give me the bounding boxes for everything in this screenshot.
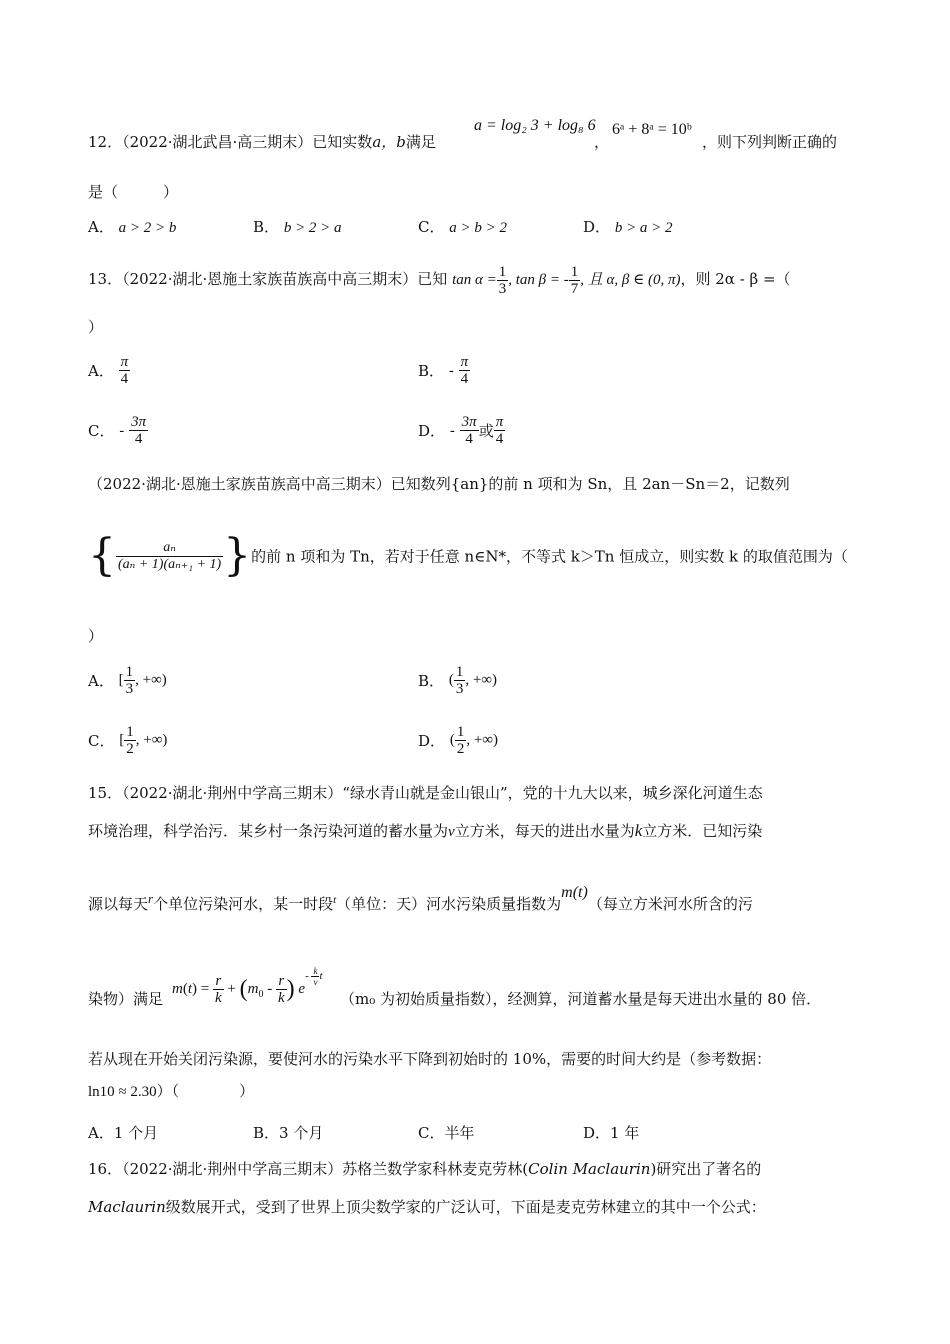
q12-formula-b: 6ᵃ + 8ᵃ = 10ᵇ <box>612 121 692 138</box>
q14-stem-line3: ） <box>88 627 104 645</box>
q16-stem-line1: 16．（2022·湖北·荆州中学高三期末）苏格兰数学家科林麦克劳林(Colin Maclaurin)研究出了著名的 <box>88 1160 762 1178</box>
q15-stem-line1: 15．（2022·湖北·荆州中学高三期末）“绿水青山就是金山银山”，党的十九大以来，城乡深化河道生态 <box>88 784 763 802</box>
q13-option-a[interactable]: A． $\frac{\pi}{4}$ <box>88 354 129 387</box>
q15-stem-line5: 若从现在开始关闭污染源，要使河水的污染水平下降到初始时的 10%，需要的时间大约是（参考数据： <box>88 1050 772 1068</box>
q12-stem-line1: 12．（2022·湖北武昌·高三期末）已知实数a，b满足 <box>88 133 436 151</box>
q15-stem-line3: 源以每天r个单位污染河水，某一时段$^t$（单位：天）河水污染质量指数为m(t)（每立方米河水所含的污 <box>88 884 753 913</box>
q15-formula: m(t) = $\frac{r}{k}$ + ($m_0$ - $\frac{r}{k}$ ) $e^{- \frac{k}{v} t}$ <box>172 966 323 1007</box>
q15-option-d[interactable]: D．1 年 <box>583 1124 640 1142</box>
q14-option-a[interactable]: A． [ $\frac{1}{3}$ , +∞) <box>88 664 167 697</box>
q13-stem-line1: 13．（2022·湖北·恩施土家族苗族高中高三期末）已知 tan α = $\frac{1}{3}$ , tan β = - $\frac{1}{7}$ , 且 α, β ∈ (0, π)，则 2α - β =（ <box>88 263 791 297</box>
q13-option-c[interactable]: C． - $\frac{3\pi}{4}$ <box>88 414 147 447</box>
q12-option-b[interactable]: B． b > 2 > a <box>253 218 342 236</box>
q15-stem-line4b: （m₀ 为初始质量指数），经测算，河道蓄水量是每天进出水量的 80 倍． <box>340 990 822 1008</box>
q13-stem-line2: ） <box>88 318 104 336</box>
q14-option-c[interactable]: C． [ $\frac{1}{2}$ , +∞) <box>88 724 168 757</box>
q12-stem-tail: ，则下列判断正确的 <box>702 133 838 151</box>
q15-option-b[interactable]: B．3 个月 <box>253 1124 324 1142</box>
q12-comma: ， <box>594 133 610 151</box>
q12-formula-a: a = log₂ 3 + log₈ 6 <box>474 117 596 134</box>
q13-option-d[interactable]: D． - $\frac{3\pi}{4}$ 或 $\frac{\pi}{4}$ <box>418 414 504 447</box>
q14-stem-line1: （2022·湖北·恩施土家族苗族高中高三期末）已知数列{an}的前 n 项和为 Sn，且 2an－Sn＝2，记数列 <box>88 475 790 493</box>
q12-stem-line2: 是（ ） <box>88 183 179 201</box>
q16-stem-line2: Maclaurin级数展开式，受到了世界上顶尖数学家的广泛认可，下面是麦克劳林建立的其中一个公式： <box>88 1198 766 1216</box>
q15-stem-line2: 环境治理，科学治污．某乡村一条污染河道的蓄水量为v立方米，每天的进出水量为k立方米．已知污染 <box>88 821 763 840</box>
q12-option-a[interactable]: A． a > 2 > b <box>88 218 177 236</box>
q15-option-c[interactable]: C．半年 <box>418 1124 475 1142</box>
q14-stem-line2: { $\frac{\text{aₙ}}{\text{(aₙ + 1)(aₙ₊₁ + 1)}}$ }的前 n 项和为 Tn，若对于任意 n∈N*，不等式 k＞Tn 恒成立，则实数 k 的取值范围为（ <box>88 530 848 581</box>
q14-option-b[interactable]: B． ( $\frac{1}{3}$ , +∞) <box>418 664 497 697</box>
q12-option-c[interactable]: C． a > b > 2 <box>418 218 508 236</box>
q15-stem-line4a: 染物）满足 <box>88 990 164 1008</box>
q14-option-d[interactable]: D． ( $\frac{1}{2}$ , +∞) <box>418 724 498 757</box>
q15-option-a[interactable]: A．1 个月 <box>88 1124 159 1142</box>
q15-stem-line6: ln10 ≈ 2.30）（ ） <box>88 1082 255 1100</box>
q13-option-b[interactable]: B． - $\frac{\pi}{4}$ <box>418 354 469 387</box>
q12-option-d[interactable]: D． b > a > 2 <box>583 218 673 236</box>
